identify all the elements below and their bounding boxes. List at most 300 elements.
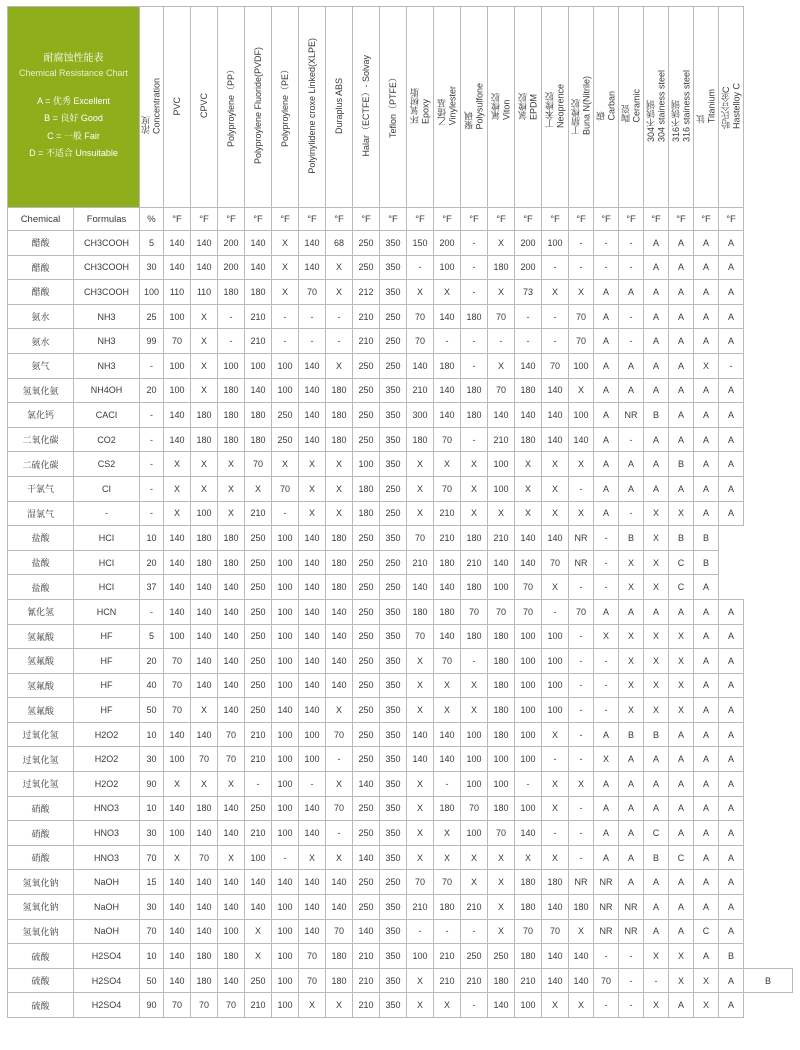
chemical-formula: HNO3 — [74, 821, 140, 846]
rating-cell: X — [461, 673, 488, 698]
rating-cell: A — [669, 403, 694, 428]
chemical-formula: CH3COOH — [74, 231, 140, 256]
rating-cell: 70 — [542, 550, 569, 575]
rating-cell: 140 — [299, 231, 326, 256]
rating-cell: A — [644, 870, 669, 895]
rating-cell: A — [694, 747, 719, 772]
column-header-14 — [461, 7, 488, 208]
rating-cell: 100 — [461, 722, 488, 747]
rating-cell: A — [719, 870, 744, 895]
rating-cell: X — [644, 624, 669, 649]
rating-cell: X — [619, 575, 644, 600]
rating-cell: A — [694, 255, 719, 280]
rating-cell: A — [644, 919, 669, 944]
chemical-name: 醋酸 — [8, 255, 74, 280]
rating-cell: 250 — [353, 575, 380, 600]
rating-cell: X — [669, 624, 694, 649]
rating-cell: A — [619, 599, 644, 624]
rating-cell: X — [245, 919, 272, 944]
rating-cell: 180 — [191, 796, 218, 821]
column-header-cn: 氟橡胶 — [490, 92, 501, 120]
rating-cell: - — [461, 255, 488, 280]
rating-cell: - — [461, 231, 488, 256]
rating-cell: X — [326, 280, 353, 305]
rating-cell: 140 — [245, 255, 272, 280]
column-header-en: Hastelloy C — [731, 82, 742, 129]
chemical-name: 硫酸 — [8, 944, 74, 969]
table-row — [8, 624, 793, 649]
rating-cell: 250 — [272, 403, 299, 428]
rating-cell: 250 — [245, 526, 272, 551]
rating-cell: 140 — [164, 403, 191, 428]
rating-cell: X — [326, 772, 353, 797]
chemical-name: 氢氟酸 — [8, 673, 74, 698]
rating-cell: 100 — [272, 649, 299, 674]
rating-cell: X — [164, 452, 191, 477]
rating-cell: A — [619, 452, 644, 477]
rating-cell: 350 — [380, 255, 407, 280]
rating-cell: 100 — [218, 353, 245, 378]
chemical-formula: HCI — [74, 550, 140, 575]
rating-cell: X — [619, 673, 644, 698]
column-header-11 — [380, 7, 407, 208]
chemical-formula: H2O2 — [74, 747, 140, 772]
rating-cell: 140 — [191, 255, 218, 280]
rating-cell: 180 — [326, 378, 353, 403]
rating-cell: 100 — [272, 722, 299, 747]
rating-cell: 140 — [191, 231, 218, 256]
chemical-formula: HCN — [74, 599, 140, 624]
rating-cell: 180 — [218, 280, 245, 305]
rating-cell: 350 — [380, 895, 407, 920]
rating-cell: 250 — [245, 698, 272, 723]
chemical-formula: H2SO4 — [74, 944, 140, 969]
rating-cell: 180 — [488, 698, 515, 723]
unit-cell-6: °F — [245, 208, 272, 231]
unit-row — [8, 208, 793, 231]
rating-cell: 70 — [299, 968, 326, 993]
rating-cell: 150 — [407, 231, 434, 256]
rating-cell: - — [299, 329, 326, 354]
rating-cell: 140 — [272, 870, 299, 895]
rating-cell: X — [644, 526, 669, 551]
rating-cell: 210 — [434, 501, 461, 526]
rating-cell: 140 — [191, 673, 218, 698]
rating-cell: X — [461, 501, 488, 526]
rating-cell: A — [694, 403, 719, 428]
rating-cell: NR — [594, 919, 619, 944]
rating-cell: 250 — [245, 599, 272, 624]
rating-cell: X — [669, 698, 694, 723]
chemical-formula: HF — [74, 673, 140, 698]
rating-cell: - — [434, 919, 461, 944]
table-row — [8, 403, 793, 428]
unit-cell-8: °F — [299, 208, 326, 231]
rating-cell: 250 — [272, 427, 299, 452]
rating-cell: X — [542, 575, 569, 600]
rating-cell: 250 — [353, 698, 380, 723]
rating-cell: A — [719, 304, 744, 329]
rating-cell: A — [719, 378, 744, 403]
chemical-formula: CH3COOH — [74, 280, 140, 305]
rating-cell: 140 — [488, 993, 515, 1018]
rating-cell: A — [719, 845, 744, 870]
rating-cell: A — [694, 796, 719, 821]
rating-cell: 140 — [218, 575, 245, 600]
rating-cell: - — [488, 329, 515, 354]
chemical-formula: HF — [74, 649, 140, 674]
rating-cell: 210 — [353, 304, 380, 329]
chemical-name: 过氧化氢 — [8, 722, 74, 747]
rating-cell: A — [594, 599, 619, 624]
rating-cell: 180 — [434, 796, 461, 821]
rating-cell: - — [461, 993, 488, 1018]
table-row — [8, 231, 793, 256]
rating-cell: 180 — [191, 403, 218, 428]
column-header-cn: 环氧树脂 — [409, 88, 420, 124]
rating-cell: 140 — [542, 526, 569, 551]
rating-cell: X — [407, 649, 434, 674]
table-row — [8, 870, 793, 895]
rating-cell: 250 — [353, 526, 380, 551]
rating-cell: A — [644, 796, 669, 821]
rating-cell: NR — [594, 895, 619, 920]
rating-cell: X — [694, 993, 719, 1018]
column-header-17 — [542, 7, 569, 208]
rating-cell: 210 — [488, 427, 515, 452]
rating-cell: X — [326, 993, 353, 1018]
rating-cell: 210 — [434, 944, 461, 969]
rating-cell: 180 — [461, 378, 488, 403]
rating-cell: 140 — [191, 599, 218, 624]
rating-cell: X — [542, 452, 569, 477]
concentration-value: 20 — [140, 649, 164, 674]
rating-cell: 100 — [272, 550, 299, 575]
rating-cell: X — [644, 673, 669, 698]
chemical-formula: - — [74, 501, 140, 526]
rating-cell: 210 — [245, 329, 272, 354]
rating-cell: 140 — [488, 403, 515, 428]
rating-cell: 70 — [569, 329, 594, 354]
rating-cell: X — [594, 747, 619, 772]
rating-cell: X — [619, 649, 644, 674]
chemical-name: 干氯气 — [8, 476, 74, 501]
rating-cell: - — [542, 255, 569, 280]
rating-cell: X — [569, 501, 594, 526]
rating-cell: A — [719, 772, 744, 797]
rating-cell: A — [594, 378, 619, 403]
rating-cell: A — [694, 845, 719, 870]
rating-cell: A — [719, 895, 744, 920]
rating-cell: - — [569, 476, 594, 501]
rating-cell: 140 — [245, 231, 272, 256]
rating-cell: 180 — [218, 550, 245, 575]
rating-cell: A — [719, 599, 744, 624]
unit-cell-7: °F — [272, 208, 299, 231]
rating-cell: 180 — [353, 476, 380, 501]
rating-cell: X — [569, 280, 594, 305]
chemical-name: 醋酸 — [8, 231, 74, 256]
column-header-cn: 浓度 — [141, 116, 152, 135]
concentration-value: 10 — [140, 944, 164, 969]
table-row — [8, 599, 793, 624]
legend-d: D = 不适合 Unsuitable — [29, 148, 118, 159]
rating-cell: 140 — [542, 378, 569, 403]
rating-cell: 140 — [488, 550, 515, 575]
rating-cell: A — [669, 722, 694, 747]
rating-cell: 100 — [272, 747, 299, 772]
rating-cell: 70 — [407, 329, 434, 354]
rating-cell: X — [164, 476, 191, 501]
rating-cell: 250 — [245, 649, 272, 674]
rating-cell: A — [669, 895, 694, 920]
concentration-value: 70 — [140, 845, 164, 870]
rating-cell: 140 — [407, 575, 434, 600]
rating-cell: 70 — [164, 698, 191, 723]
rating-cell: A — [644, 280, 669, 305]
rating-cell: C — [669, 550, 694, 575]
rating-cell: 140 — [218, 599, 245, 624]
column-header-cn: 316不锈钢 — [670, 99, 681, 143]
chemical-name: 硫酸 — [8, 993, 74, 1018]
rating-cell: - — [461, 280, 488, 305]
rating-cell: X — [461, 845, 488, 870]
rating-cell: 210 — [245, 304, 272, 329]
rating-cell: 140 — [326, 673, 353, 698]
rating-cell: 140 — [299, 575, 326, 600]
rating-cell: - — [569, 575, 594, 600]
rating-cell: 180 — [515, 870, 542, 895]
rating-cell: 210 — [353, 993, 380, 1018]
rating-cell: A — [694, 895, 719, 920]
rating-cell: 100 — [488, 452, 515, 477]
rating-cell: A — [669, 919, 694, 944]
rating-cell: X — [326, 255, 353, 280]
rating-cell: X — [542, 476, 569, 501]
rating-cell: 180 — [326, 968, 353, 993]
column-header-cn: 聚砜 — [463, 111, 474, 130]
rating-cell: X — [218, 501, 245, 526]
rating-cell: X — [569, 919, 594, 944]
rating-cell: 140 — [191, 649, 218, 674]
rating-cell: 140 — [569, 427, 594, 452]
rating-cell: 140 — [542, 895, 569, 920]
rating-cell: 140 — [569, 968, 594, 993]
unit-cell-11: °F — [380, 208, 407, 231]
rating-cell: X — [669, 501, 694, 526]
column-header-8 — [299, 7, 326, 208]
chemical-name: 硫酸 — [8, 968, 74, 993]
rating-cell: A — [719, 919, 744, 944]
rating-cell: C — [669, 575, 694, 600]
rating-cell: X — [694, 353, 719, 378]
rating-cell: 180 — [488, 796, 515, 821]
table-row — [8, 722, 793, 747]
unit-cell-23: °F — [694, 208, 719, 231]
rating-cell: 140 — [272, 698, 299, 723]
rating-cell: 350 — [380, 231, 407, 256]
rating-cell: - — [542, 821, 569, 846]
column-header-en: Carban — [606, 91, 617, 121]
rating-cell: 250 — [353, 427, 380, 452]
rating-cell: A — [644, 476, 669, 501]
rating-cell: B — [744, 968, 793, 993]
rating-cell: A — [619, 353, 644, 378]
rating-cell: A — [719, 231, 744, 256]
chemical-name: 氢氧化钠 — [8, 919, 74, 944]
rating-cell: X — [434, 452, 461, 477]
rating-cell: 100 — [272, 821, 299, 846]
rating-cell: A — [719, 747, 744, 772]
rating-cell: 350 — [380, 747, 407, 772]
rating-cell: A — [644, 747, 669, 772]
rating-cell: A — [694, 427, 719, 452]
rating-cell: - — [407, 255, 434, 280]
rating-cell: X — [515, 845, 542, 870]
rating-cell: 140 — [164, 870, 191, 895]
rating-cell: A — [594, 452, 619, 477]
rating-cell: X — [191, 329, 218, 354]
rating-cell: 140 — [299, 870, 326, 895]
concentration-value: 15 — [140, 870, 164, 895]
concentration-value: 90 — [140, 993, 164, 1018]
concentration-value: 30 — [140, 821, 164, 846]
rating-cell: A — [719, 821, 744, 846]
column-header-10 — [353, 7, 380, 208]
rating-cell: A — [669, 427, 694, 452]
rating-cell: - — [515, 329, 542, 354]
rating-cell: 210 — [407, 550, 434, 575]
rating-cell: X — [569, 452, 594, 477]
rating-cell: A — [594, 796, 619, 821]
chemical-name: 硝酸 — [8, 796, 74, 821]
rating-cell: - — [719, 353, 744, 378]
rating-cell: 210 — [407, 895, 434, 920]
rating-cell: A — [669, 353, 694, 378]
unit-cell-10: °F — [353, 208, 380, 231]
chemical-name: 氢氟酸 — [8, 624, 74, 649]
rating-cell: A — [719, 476, 744, 501]
rating-cell: 180 — [191, 550, 218, 575]
rating-cell: X — [669, 649, 694, 674]
rating-cell: 140 — [434, 624, 461, 649]
rating-cell: 70 — [461, 599, 488, 624]
rating-cell: 100 — [515, 722, 542, 747]
rating-cell: X — [461, 452, 488, 477]
rating-cell: A — [644, 772, 669, 797]
rating-cell: 350 — [380, 378, 407, 403]
rating-cell: 250 — [245, 968, 272, 993]
chemical-name: 氨气 — [8, 353, 74, 378]
rating-cell: 100 — [515, 649, 542, 674]
rating-cell: - — [619, 944, 644, 969]
chemical-name: 氢氧化氨 — [8, 378, 74, 403]
rating-cell: 210 — [461, 550, 488, 575]
chemical-formula: NH3 — [74, 353, 140, 378]
rating-cell: 250 — [380, 575, 407, 600]
rating-cell: 180 — [191, 427, 218, 452]
rating-cell: 140 — [191, 624, 218, 649]
rating-cell: A — [694, 599, 719, 624]
rating-cell: - — [619, 304, 644, 329]
concentration-value: 5 — [140, 624, 164, 649]
rating-cell: - — [594, 698, 619, 723]
column-header-cn: 氯橡胶 — [517, 92, 528, 120]
rating-cell: A — [669, 231, 694, 256]
rating-cell: 180 — [326, 550, 353, 575]
rating-cell: 140 — [353, 845, 380, 870]
rating-cell: A — [619, 796, 644, 821]
rating-cell: - — [461, 353, 488, 378]
rating-cell: A — [619, 772, 644, 797]
rating-cell: 140 — [164, 255, 191, 280]
table-row — [8, 378, 793, 403]
rating-cell: X — [669, 944, 694, 969]
table-row — [8, 304, 793, 329]
concentration-value: - — [140, 501, 164, 526]
chemical-formula: HF — [74, 624, 140, 649]
rating-cell: 140 — [164, 599, 191, 624]
column-header-cn: 陶瓷 — [620, 104, 631, 123]
column-header-en: Buna N(Nitrile) — [581, 76, 592, 136]
rating-cell: 140 — [218, 796, 245, 821]
rating-cell: 140 — [434, 378, 461, 403]
rating-cell: 250 — [245, 796, 272, 821]
header-row — [8, 7, 793, 208]
rating-cell: B — [644, 403, 669, 428]
unit-cell-13: °F — [434, 208, 461, 231]
rating-cell: NR — [569, 526, 594, 551]
rating-cell: 100 — [164, 378, 191, 403]
rating-cell: 180 — [488, 722, 515, 747]
rating-cell: X — [326, 476, 353, 501]
rating-cell: 100 — [515, 993, 542, 1018]
rating-cell: - — [594, 649, 619, 674]
rating-cell: A — [619, 821, 644, 846]
rating-cell: 180 — [218, 378, 245, 403]
rating-cell: 210 — [245, 501, 272, 526]
rating-cell: 70 — [569, 304, 594, 329]
rating-cell: 68 — [326, 231, 353, 256]
rating-cell: 350 — [380, 649, 407, 674]
rating-cell: A — [594, 821, 619, 846]
rating-cell: 70 — [164, 329, 191, 354]
rating-cell: 100 — [542, 624, 569, 649]
chemical-name: 氨水 — [8, 304, 74, 329]
chemical-name: 二硫化碳 — [8, 452, 74, 477]
rating-cell: X — [272, 452, 299, 477]
rating-cell: 140 — [299, 427, 326, 452]
rating-cell: A — [644, 255, 669, 280]
chemical-formula: CI — [74, 476, 140, 501]
rating-cell: 250 — [353, 550, 380, 575]
rating-cell: 180 — [542, 870, 569, 895]
rating-cell: 180 — [326, 944, 353, 969]
column-header-en: Duraplus ABS — [333, 77, 344, 135]
column-header-12 — [407, 7, 434, 208]
rating-cell: 200 — [515, 255, 542, 280]
rating-cell: 140 — [245, 895, 272, 920]
rating-cell: 180 — [461, 575, 488, 600]
rating-cell: 140 — [326, 870, 353, 895]
rating-cell: 210 — [353, 944, 380, 969]
chemical-formula: CH3COOH — [74, 255, 140, 280]
rating-cell: X — [326, 353, 353, 378]
rating-cell: X — [488, 845, 515, 870]
legend-a: A = 优秀 Excellent — [37, 95, 110, 106]
rating-cell: X — [191, 772, 218, 797]
rating-cell: X — [644, 993, 669, 1018]
